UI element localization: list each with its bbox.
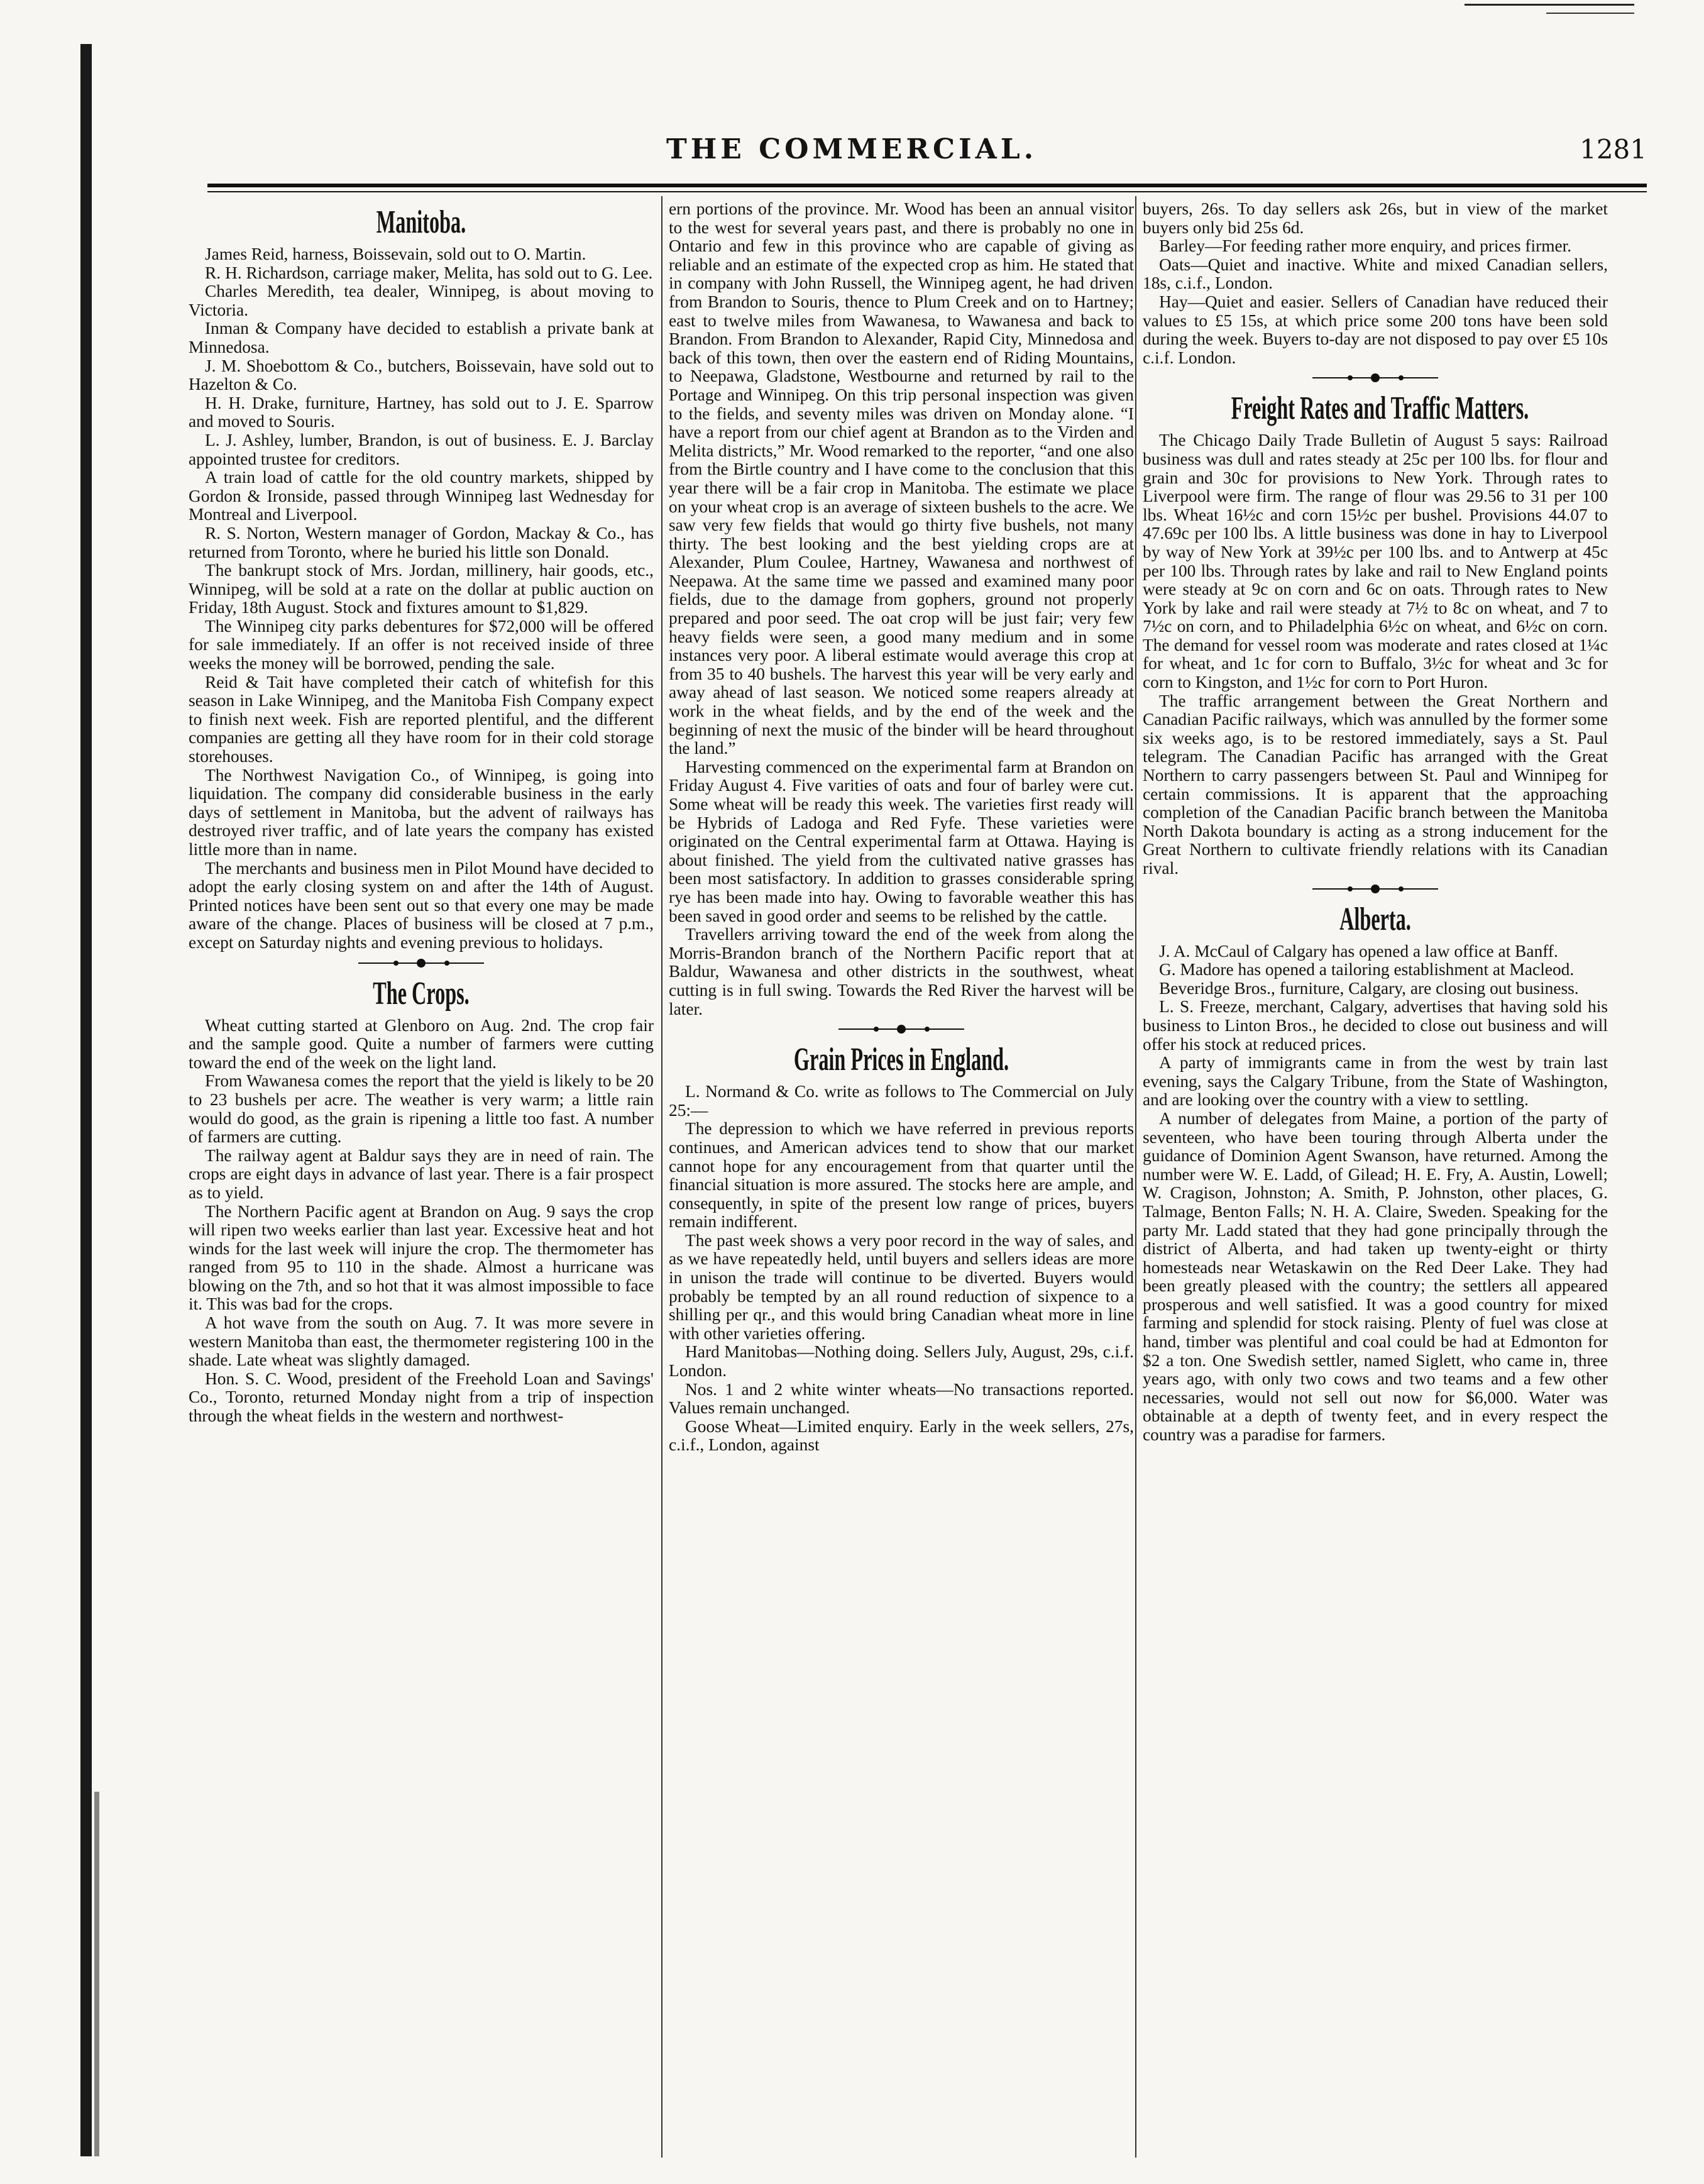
page-top-rule [1465, 4, 1634, 6]
section-heading-freight: Freight Rates and Traffic Matters. [1231, 390, 1529, 427]
section-heading-alberta: Alberta. [1339, 901, 1411, 937]
news-item: J. M. Shoebottom & Co., butchers, Boissevain, have sold out to Hazelton & Co. [189, 356, 654, 394]
section-separator [1143, 881, 1608, 897]
news-item: Hon. S. C. Wood, president of the Freehold Loan and Savings' Co., Toronto, returned Monday night from a trip of inspection through the wheat fields in the western and northwest- [189, 1369, 654, 1426]
news-item: James Reid, harness, Boissevain, sold out to O. Martin. [205, 245, 586, 263]
news-item: L. Normand & Co. write as follows to The Commercial on July 25:— [669, 1082, 1134, 1120]
news-item: Reid & Tait have completed their catch of whitefish for this season in Lake Winnipeg, and the Manitoba Fish Company expect to finish next week. Fish are reported plentiful, and the different companies are getting all they have room for in their cold storage storehouses. [189, 672, 654, 766]
masthead [207, 131, 1647, 175]
section-heading-crops: The Crops. [373, 975, 470, 1012]
news-item: The Northwest Navigation Co., of Winnipeg, is going into liquidation. The company did considerable business in the early days of settlement in Manitoba, but the advent of railways has destroyed river traffic, and of late years the company has existed little more than in name. [189, 765, 654, 859]
news-item: The Chicago Daily Trade Bulletin of August 5 says: Railroad business was dull and rates steady at 25c per 100 lbs. for flour and grain and 30c for provisions to New York. Through rates to Liverpool were firm. The range of flour was 29.56 to 31 per 100 lbs. Wheat 16½c and corn 15½c per bushel. Provisions 44.07 to 47.69c per 100 lbs. A little business was done in hay to Liverpool by way of New York at 39½c per 100 lbs. and to Antwerp at 45c per 100 lbs. Through rates by lake and rail to New England points were steady at 9c on corn and 6c on oats. Through rates to New York by lake and rail were steady at 7½ to 8c on wheat, and 7 to 7½c on corn, and to Philadelphia 6½c on wheat, and 6½c on corn. The demand for vessel room was moderate and rates closed at 1¼c for wheat, and 1c for corn to Buffalo, 3½c for wheat and 3c for corn to Kingston, and 1½c for corn to Port Huron. [1143, 431, 1608, 692]
news-item: Charles Meredith, tea dealer, Winnipeg, is about moving to Victoria. [189, 282, 654, 319]
news-item: A train load of cattle for the old country markets, shipped by Gordon & Ironside, passed through Winnipeg last Wednesday for Montreal and Liverpool. [189, 468, 654, 524]
news-item: A party of immigrants came in from the west by train last evening, says the Calgary Tribune, from the State of Washington, and are looking over the country with a view to settling. [1143, 1053, 1608, 1110]
news-item: The Northern Pacific agent at Brandon on Aug. 9 says the crop will ripen two weeks earlier than last year. Excessive heat and hot winds for the last week will injure the crop. The thermometer has ranged from 95 to 110 in the shade. Almost a hurricane was blowing on the 7th, and so hot that it was almost impossible to face it. This was bad for the crops. [189, 1201, 654, 1314]
news-item: The bankrupt stock of Mrs. Jordan, millinery, hair goods, etc., Winnipeg, will be sold at a rate on the dollar at public auction on Friday, 18th August. Stock and fixtures amount to $1,829. [189, 561, 654, 617]
column-3 [1143, 200, 1608, 2168]
news-item: H. H. Drake, furniture, Hartney, has sold out to J. E. Sparrow and moved to Souris. [189, 393, 654, 431]
news-item: Oats—Quiet and inactive. White and mixed Canadian sellers, 18s, c.i.f., London. [1143, 255, 1608, 293]
news-item: L. J. Ashley, lumber, Brandon, is out of business. E. J. Barclay appointed trustee for creditors. [189, 430, 654, 468]
news-item: The depression to which we have referred in previous reports continues, and American advices tend to show that our market cannot hope for any encouragement from that quarter until the financial situation is more assured. The stocks here are ample, and consequently, in spite of the present low range of prices, buyers remain indifferent. [669, 1119, 1134, 1232]
news-item: Travellers arriving toward the end of the week from along the Morris-Brandon branch of the Northern Pacific report that at Baldur, Wawanesa and other districts in the southwest, wheat cutting is in full swing. Towards the Red River the harvest will be later. [669, 925, 1134, 1018]
news-item-continued: buyers, 26s. To day sellers ask 26s, but in view of the market buyers only bid 25s 6d. [1143, 200, 1608, 237]
binding-edge [80, 44, 92, 2156]
newspaper-title: THE COMMERCIAL. [666, 133, 1038, 165]
page-number: 1281 [1580, 134, 1647, 165]
section-heading-grain-prices: Grain Prices in England. [793, 1042, 1009, 1078]
news-item: Nos. 1 and 2 white winter wheats—No transactions reported. Values remain unchanged. [669, 1379, 1134, 1418]
news-item: L. S. Freeze, merchant, Calgary, advertises that having sold his business to Linton Bros., he decided to close out business and will offer his stock at reduced prices. [1143, 997, 1608, 1054]
news-item-continued: ern portions of the province. Mr. Wood has been an annual visitor to the west for several years past, and there is probably no one in Ontario and few in this province who are capable of giving as reliable and an estimate of the expected crop as him. He stated that in company with John Russell, the Winnipeg agent, he had driven from Brandon to Souris, thence to Plum Creek and on to Hartney; east to twelve miles from Wawanesa, to Wawanesa and back to Brandon. From Brandon to Alexander, Rapid City, Minnedosa and back of this town, then over the eastern end of Riding Mountains, to Neepawa, Gladstone, Westbourne and returned by rail to the Portage and Winnipeg. On this trip personal inspection was given to the fields, and seventy miles was driven on Monday alone. “I have a report from our chief agent at Brandon as to the Virden and Melita districts,” Mr. Wood remarked to the reporter, “and one also from the Birtle country and I have come to the conclusion that this year there will be a fair crop in Manitoba. The estimate we place on your wheat crop is an average of sixteen bushels to the acre. We saw very few fields that would go thirty five bushels, not many thirty. The best looking and the best yielding crops are at Alexander, Plum Coulee, Hartney, Wawanesa and northwest of Neepawa. At the same time we passed and examined many poor fields, due to the damage from gophers, ground not properly prepared and poor seed. The oat crop will be just fair; very few heavy fields were seen, a good many medium and in some instances very poor. A liberal estimate would average this crop at from 35 to 40 bushels. The harvest this year will be very early and away ahead of last season. We noticed some reapers already at work in the wheat fields, and by the end of the week and the beginning of next the music of the binder will be heard throughout the land.” [669, 200, 1134, 758]
news-item: The traffic arrangement between the Great Northern and Canadian Pacific railways, which was annulled by the former some six weeks ago, is to be restored immediately, says a St. Paul telegram. The Canadian Pacific has arranged with the Great Northern to carry passengers between St. Paul and Winnipeg for certain commissions. It is apparent that the approaching completion of the Canadian Pacific branch between the Manitoba North Dakota boundary is acting as a strong inducement for the Great Northern to cultivate friendly relations with its Canadian rival. [1143, 691, 1608, 878]
news-item: R. H. Richardson, carriage maker, Melita, has sold out to G. Lee. [205, 263, 653, 282]
news-item: A number of delegates from Maine, a portion of the party of seventeen, who have been touring through Alberta under the guidance of Dominion Agent Swanson, have returned. Among the number were W. E. Ladd, of Gilead; H. E. Fry, A. Austin, Lowell; W. Cragison, Johnston; A. Smith, P. Johnston, other places, G. Talmage, Benton Falls; N. H. A. Claire, Sweden. Speaking for the party Mr. Ladd stated that they had gone principally through the district of Alberta, and had taken up twenty-eight or thirty homesteads near Wetaskawin on the Red Deer Lake. They had been greatly pleased with the country; the settlers all appeared prosperous and well satisfied. It was a good country for mixed farming and splendid for stock raising. Plenty of fuel was close at hand, timber was plentiful and coal could be had at Edmonton for $2 a ton. One Swedish settler, named Siglett, who came in, three years ago, with only two cows and two teams and a few other necessaries, would not sell out now for $6,000. Water was obtainable at a depth of twenty feet, and in every respect the country was a paradise for farmers. [1143, 1108, 1608, 1445]
column-divider-1 [661, 196, 662, 2158]
news-item: Beveridge Bros., furniture, Calgary, are closing out business. [1159, 978, 1579, 998]
column-2 [669, 200, 1134, 2168]
news-item: A hot wave from the south on Aug. 7. It was more severe in western Manitoba than east, the thermometer registering 100 in the shade. Late wheat was slightly damaged. [189, 1313, 654, 1370]
news-item: Barley—For feeding rather more enquiry, and prices firmer. [1159, 236, 1572, 256]
section-separator [1143, 370, 1608, 386]
section-separator [189, 955, 654, 971]
section-heading-manitoba: Manitoba. [376, 204, 466, 240]
news-item: The merchants and business men in Pilot Mound have decided to adopt the early closing system on and after the 14th of August. Printed notices have been sent out so that every one may be made aware of the change. Places of business will be closed at 7 p.m., except on Saturday nights and evening previous to holidays. [189, 858, 654, 952]
news-item: Hay—Quiet and easier. Sellers of Canadian have reduced their values to £5 15s, at which price some 200 tons have been sold during the week. Buyers to-day are not disposed to pay over £5 10s c.i.f. London. [1143, 292, 1608, 367]
news-item: The Winnipeg city parks debentures for $72,000 will be offered for sale immediately. If an offer is not received inside of three weeks the money will be borrowed, pending the sale. [189, 616, 654, 673]
news-item: J. A. McCaul of Calgary has opened a law office at Banff. [1159, 941, 1558, 961]
news-item: Goose Wheat—Limited enquiry. Early in the week sellers, 27s, c.i.f., London, against [669, 1416, 1134, 1455]
news-item: Harvesting commenced on the experimental farm at Brandon on Friday August 4. Five varities of oats and four of barley were cut. Some wheat will be ready this week. The varieties first ready will be Hybrids of Ladoga and Red Fyfe. These varieties were originated on the Central experimental farm at Ottawa. Haying is about finished. The yield from the cultivated native grasses has been most satisfactory. In addition to grasses considerable spring rye has been made into hay. Owing to favorable weather this has been saved in good order and seems to be relished by the cattle. [669, 757, 1134, 925]
binding-shadow [94, 1792, 99, 2156]
masthead-rule-thick [207, 184, 1647, 187]
masthead-rule-thin [207, 191, 1647, 192]
news-item: Wheat cutting started at Glenboro on Aug. 2nd. The crop fair and the sample good. Quite a number of farmers were cutting toward the end of the week on the light land. [189, 1015, 654, 1072]
section-separator [669, 1021, 1134, 1037]
news-item: Inman & Company have decided to establish a private bank at Minnedosa. [189, 319, 654, 356]
news-item: The railway agent at Baldur says they are in need of rain. The crops are eight days in advance of last year. There is a fair prospect as to yield. [189, 1145, 654, 1202]
news-item: Hard Manitobas—Nothing doing. Sellers July, August, 29s, c.i.f. London. [669, 1342, 1134, 1381]
news-item: G. Madore has opened a tailoring establishment at Macleod. [1159, 960, 1575, 979]
column-1 [189, 200, 654, 2168]
news-item: The past week shows a very poor record in the way of sales, and as we have repeatedly held, until buyers and sellers ideas are more in unison the trade will continue to be diverted. Buyers would probably be tempted by an all round reduction of sixpence to a shilling per qr., and this would bring Canadian wheat more in line with other varieties offering. [669, 1230, 1134, 1343]
column-divider-2 [1135, 196, 1136, 2158]
news-item: R. S. Norton, Western manager of Gordon, Mackay & Co., has returned from Toronto, where he buried his little son Donald. [189, 523, 654, 561]
page-top-rule-short [1546, 13, 1634, 14]
news-item: From Wawanesa comes the report that the yield is likely to be 20 to 23 bushels per acre. The weather is very warm; a little rain would do good, as the grain is ripening a little too fast. A number of farmers are cutting. [189, 1071, 654, 1147]
